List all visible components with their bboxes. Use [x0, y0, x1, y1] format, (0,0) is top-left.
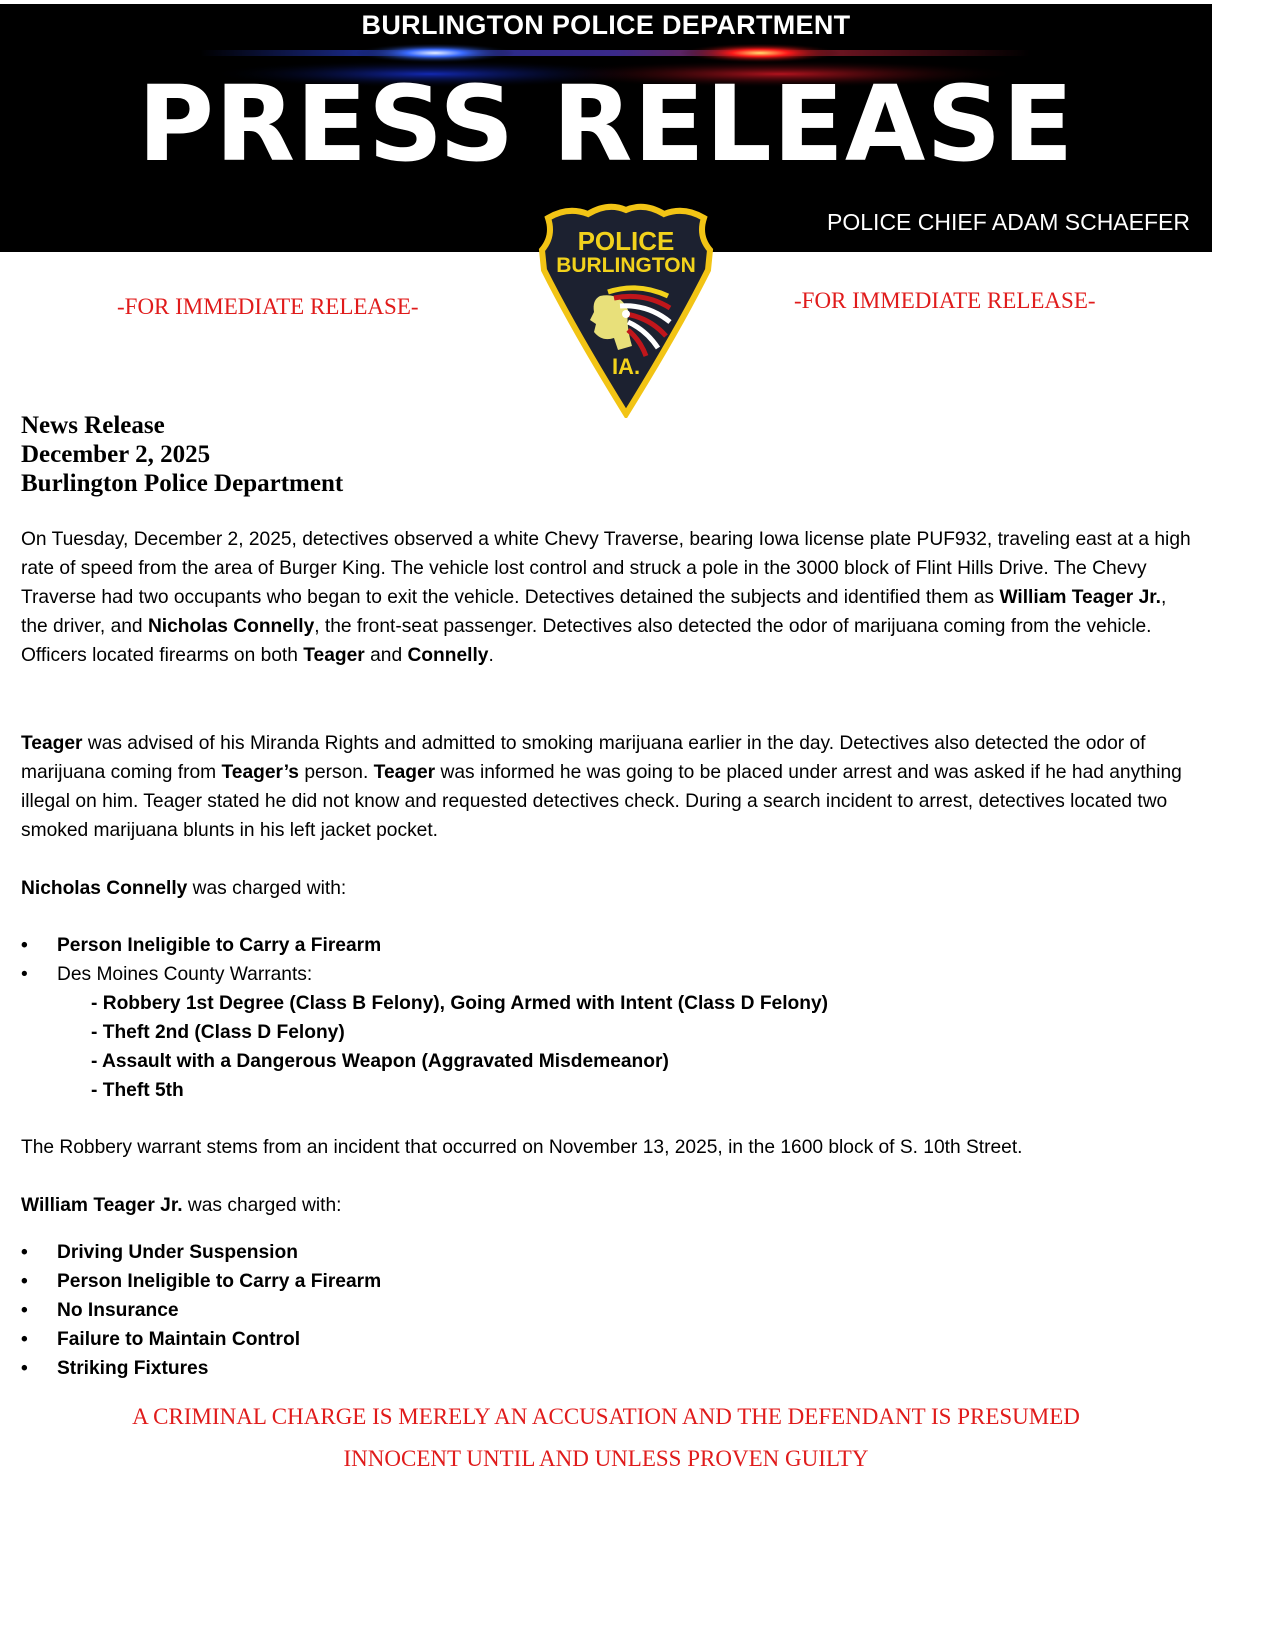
- charge-label: No Insurance: [57, 1300, 179, 1321]
- connelly-charges-list: [21, 931, 1191, 1105]
- text-span: was charged with:: [182, 1195, 342, 1216]
- incident-paragraph: [21, 525, 1191, 670]
- burlington-police-badge-icon: [528, 200, 724, 418]
- text-span: was charged with:: [187, 878, 347, 899]
- document-heading: [21, 411, 343, 498]
- charge-label: Driving Under Suspension: [57, 1242, 298, 1263]
- bullet-icon: •: [21, 1329, 28, 1350]
- bold-name: Teager: [21, 733, 83, 754]
- disclaimer-line-1: A CRIMINAL CHARGE IS MERELY AN ACCUSATION AND THE DEFENDANT IS PRESUMED: [132, 1404, 1080, 1429]
- list-item: [21, 1238, 1191, 1267]
- bullet-icon: •: [21, 1300, 28, 1321]
- text-span: .: [488, 645, 494, 666]
- bullet-icon: •: [21, 935, 28, 956]
- bold-name: Nicholas Connelly: [21, 878, 188, 899]
- bold-name: William Teager Jr.: [21, 1195, 183, 1216]
- bold-name: Teager’s: [221, 762, 299, 783]
- list-item: [21, 1325, 1191, 1354]
- charge-label: Striking Fixtures: [57, 1358, 209, 1379]
- badge-top-text: POLICE: [577, 226, 675, 256]
- connelly-charged-intro: [21, 874, 1191, 903]
- bullet-icon: •: [21, 1242, 28, 1263]
- heading-news-release: News Release: [21, 412, 165, 439]
- text-span: On Tuesday, December 2, 2025, detectives observed a white Chevy Traverse, bearing Iowa license plate PUF932, traveling east at a high rate of speed from the area of Burger King. The vehicle lost control and struck a pole in the 3000 block of Flint Hills Drive. The Chevy Traverse had two occupants who began to exit the vehicle. Detectives detained the subjects and identified them as: [21, 529, 1191, 608]
- badge-bottom-text: IA.: [611, 354, 641, 379]
- list-item: [21, 1296, 1191, 1325]
- list-item: [21, 1354, 1191, 1383]
- warrant-item: - Theft 5th: [91, 1080, 184, 1101]
- teager-charges-list: [21, 1238, 1191, 1383]
- charge-label: Person Ineligible to Carry a Firearm: [57, 935, 382, 956]
- press-release-title: PRESS RELEASE: [137, 63, 1075, 185]
- charge-label: Des Moines County Warrants:: [57, 964, 313, 985]
- charge-label: Failure to Maintain Control: [57, 1329, 301, 1350]
- text-span: was advised of his Miranda Rights and admitted to smoking marijuana earlier in the day. Detectives also detected the odor of marijuana coming from: [21, 733, 1146, 783]
- list-item: [21, 931, 1191, 960]
- warrant-item: - Assault with a Dangerous Weapon (Aggravated Misdemeanor): [91, 1051, 669, 1072]
- text-span: and: [364, 645, 408, 666]
- heading-date: December 2, 2025: [21, 441, 211, 468]
- warrant-item: - Theft 2nd (Class D Felony): [91, 1022, 345, 1043]
- text-span: , the driver, and: [21, 587, 1167, 637]
- list-item: [21, 1267, 1191, 1296]
- police-chief-name: POLICE CHIEF ADAM SCHAEFER: [827, 209, 1190, 235]
- warrant-item: - Robbery 1st Degree (Class B Felony), Going Armed with Intent (Class D Felony): [91, 993, 829, 1014]
- badge-middle-text: BURLINGTON: [556, 254, 696, 277]
- bold-name: Nicholas Connelly: [147, 616, 315, 637]
- heading-department: Burlington Police Department: [21, 470, 344, 497]
- bold-name: Teager: [373, 762, 436, 783]
- bullet-icon: •: [21, 964, 28, 985]
- charge-label: Person Ineligible to Carry a Firearm: [57, 1271, 382, 1292]
- list-item: [21, 960, 1191, 989]
- bold-name: William Teager Jr.: [999, 587, 1162, 608]
- bold-name: Teager: [303, 645, 365, 666]
- release-tag-right: -FOR IMMEDIATE RELEASE-: [794, 288, 1096, 313]
- bold-name: Connelly: [407, 645, 489, 666]
- robbery-warrant-note: The Robbery warrant stems from an incident that occurred on November 13, 2025, in the 1600 block of S. 10th Street.: [21, 1137, 1023, 1158]
- text-span: was informed he was going to be placed under arrest and was asked if he had anything illegal on him. Teager stated he did not know and requested detectives check. During a search incident to arrest, detectives located two smoked marijuana blunts in his left jacket pocket.: [21, 762, 1182, 841]
- arrest-paragraph: [21, 729, 1191, 845]
- bullet-icon: •: [21, 1358, 28, 1379]
- department-name: BURLINGTON POLICE DEPARTMENT: [361, 10, 851, 40]
- text-span: person.: [298, 762, 374, 783]
- disclaimer-line-2: INNOCENT UNTIL AND UNLESS PROVEN GUILTY: [343, 1446, 869, 1471]
- teager-charged-intro: [21, 1191, 1191, 1220]
- text-span: , the front-seat passenger. Detectives also detected the odor of marijuana coming from the vehicle. Officers located firearms on both: [21, 616, 1152, 666]
- bullet-icon: •: [21, 1271, 28, 1292]
- release-tag-left: -FOR IMMEDIATE RELEASE-: [117, 294, 419, 319]
